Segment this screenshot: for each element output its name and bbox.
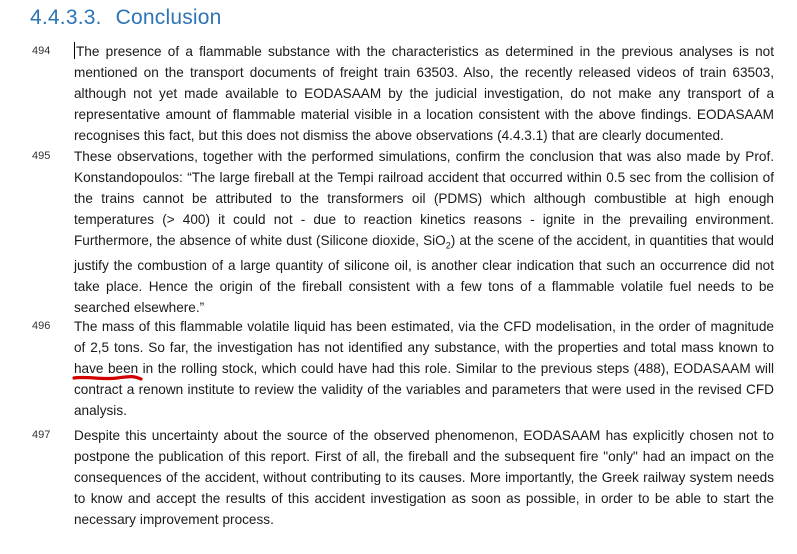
paragraph-number: 495 <box>32 150 51 162</box>
paragraph-body: Despite this uncertainty about the source of the observed phenomenon, EODASAAM has explicitly chosen not to postpone the publication of this report. First of all, the fireball and the subsequent fire "only" had an impact on the consequences of the accident, without contributing to its causes. More importantly, the Greek railway system needs to know and accept the results of this accident investigation as soon as possible, in order to be able to start the necessary improvement process. <box>74 428 774 527</box>
paragraph-text <box>74 317 774 422</box>
paragraph-number: 494 <box>32 45 51 57</box>
section-heading <box>30 6 222 30</box>
text-cursor <box>74 42 75 59</box>
paragraph-body-part-a: The mass of this flammable volatile liquid has been estimated, via the CFD modelisation, in the order of magnitude <box>74 319 774 334</box>
paragraph-number: 496 <box>32 320 51 332</box>
paragraph-text <box>74 426 774 531</box>
paragraph-text <box>74 147 774 319</box>
paragraph-body-part-b: . So far, the investigation has not identified any substance, with the properties and total mass known to have been in the rolling stock, which could have had this role. Similar to the previous steps (488), EODASAAM will contract a renown institute to review the validity of the variables and parameters that were used in the revised CFD analysis. <box>74 339 774 418</box>
underlined-quantity: of 2,5 tons <box>74 339 140 355</box>
paragraph-body-part-a: These observations, together with the performed simulations, confirm the conclusion that was also made by Prof. Konstandopoulos: “The large fireball at the Tempi railroad accident that occurred within 0.5 sec from the collision of the trains cannot be attributed to the transformers oil (PDMS) which although combustible at high enough temperatures (> 400) it could not - due to reaction kinetics reasons - ignite in the prevailing environment. Furthermore, the absence of white dust (Silicone dioxide, SiO <box>74 149 774 248</box>
subscript-2: 2 <box>445 240 451 251</box>
section-number: 4.4.3.3. <box>30 6 102 29</box>
paragraph-text <box>74 42 774 147</box>
paragraph-body-part-b: ) at the scene of the accident, in quantities that would justify the combustion of a large quantity of silicone oil, is another clear indication that such an occurrence did not take place. Hence the origin of the fireball consistent with a few tons of a flammable volatile fuel needs to be searched elsewhere.” <box>74 232 774 316</box>
section-title: Conclusion <box>115 6 222 29</box>
paragraph-number: 497 <box>32 429 51 441</box>
paragraph-body: The presence of a flammable substance with the characteristics as determined in the previous analyses is not mentioned on the transport documents of freight train 63503. Also, the recently released videos of train 63503, although not yet made available to EODASAAM by the judicial investigation, do not make any transport of a representative amount of flammable material visible in a location consistent with the above findings. EODASAAM recognises this fact, but this does not dismiss the above observations (4.4.3.1) that are clearly documented. <box>74 44 774 143</box>
